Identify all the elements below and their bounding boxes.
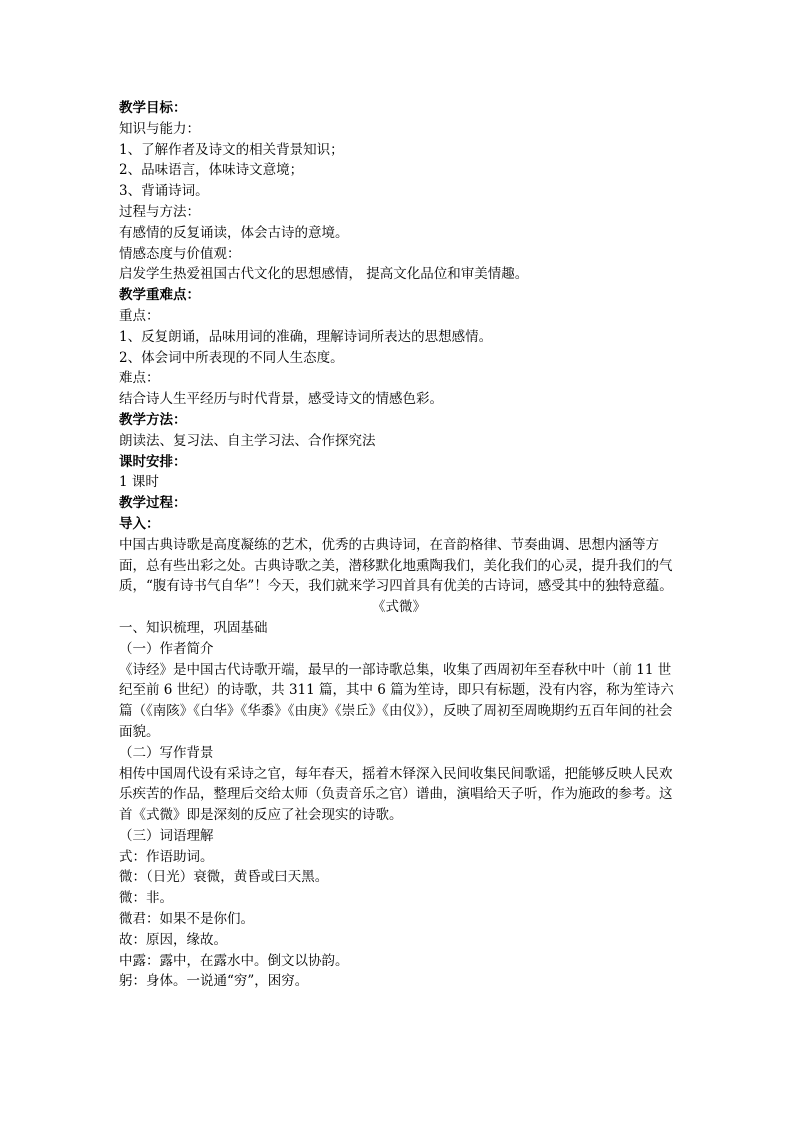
text-line: 中露：露中，在露水中。倒文以协韵。 <box>119 952 349 969</box>
section-heading: 教学目标： <box>119 100 187 116</box>
paragraph: 中国古典诗歌是高度凝练的艺术，优秀的古典诗词，在音韵格律、节奏曲调、思想内涵等方面，总有些出彩之处。古典诗歌之美，潜移默化地熏陶我们，美化我们的心灵，提升我们的气质，“腹有诗书气自华”！今天，我们就来学习四首具有优美的古诗词，感受其中的独特意蕴。 <box>119 536 673 595</box>
section-heading: 导入： <box>119 515 160 532</box>
paragraph: 《诗经》是中国古代诗歌开端，最早的一部诗歌总集，收集了西周初年至春秋中叶（前 11 世纪至前 6 世纪）的诗歌，共 311 篇，其中 6 篇为笙诗，即只有标题，没有内容，称为笙诗六篇（《南陔》《白华》《华黍》《由庚》《崇丘》《由仪》），反映了周初至周晚期约五百年间的社会面貌。 <box>119 661 674 740</box>
text-line: 躬：身体。一说通“穷”，困穷。 <box>119 973 309 990</box>
text-line: 知识与能力： <box>119 120 200 137</box>
text-line: 重点： <box>119 307 160 324</box>
text-line: 启发学生热爱祖国古代文化的思想感情， 提高文化品位和审美情趣。 <box>119 266 529 283</box>
section-heading: 教学方法： <box>119 411 187 428</box>
text-line: （一）作者简介 <box>119 640 214 657</box>
document-body <box>119 98 679 992</box>
text-line: 有感情的反复诵读，体会古诗的意境。 <box>119 224 349 241</box>
text-line: 式：作语助词。 <box>119 848 214 865</box>
text-line: 微：非。 <box>119 890 173 907</box>
text-line: 难点： <box>119 370 160 387</box>
text-line: 3、背诵诗词。 <box>119 183 209 200</box>
poem-title: 《式微》 <box>372 599 426 616</box>
text-line: （二）写作背景 <box>119 744 214 761</box>
text-line: （三）词语理解 <box>119 827 214 844</box>
section-heading: 课时安排： <box>119 453 187 470</box>
text-line: 2、品味语言，体味诗文意境； <box>119 162 304 179</box>
text-line: 微君：如果不是你们。 <box>119 911 254 928</box>
paragraph: 相传中国周代设有采诗之官，每年春天，摇着木铎深入民间收集民间歌谣，把能够反映人民欢乐疾苦的作品，整理后交给太师（负责音乐之官）谱曲，演唱给天子听，作为施政的参考。这首《式微》即是深刻的反应了社会现实的诗歌。 <box>119 765 673 824</box>
text-line: 2、体会词中所表现的不同人生态度。 <box>119 349 344 366</box>
section-heading: 教学重难点： <box>119 287 200 304</box>
text-line: 微：（日光）衰微，黄昏或曰天黑。 <box>119 869 329 886</box>
text-line: 1、了解作者及诗文的相关背景知识； <box>119 141 344 158</box>
text-line: 1 课时 <box>119 474 159 491</box>
text-line: 结合诗人生平经历与时代背景，感受诗文的情感色彩。 <box>119 391 443 408</box>
text-line: 1、反复朗诵，品味用词的准确，理解诗词所表达的思想感情。 <box>119 328 493 345</box>
text-line: 朗读法、复习法、自主学习法、合作探究法 <box>119 432 376 449</box>
text-line: 情感态度与价值观： <box>119 245 241 262</box>
text-line: 故：原因，缘故。 <box>119 931 227 948</box>
text-line: 一、知识梳理，巩固基础 <box>119 619 268 636</box>
text-line: 过程与方法： <box>119 203 200 220</box>
section-heading: 教学过程： <box>119 495 187 512</box>
